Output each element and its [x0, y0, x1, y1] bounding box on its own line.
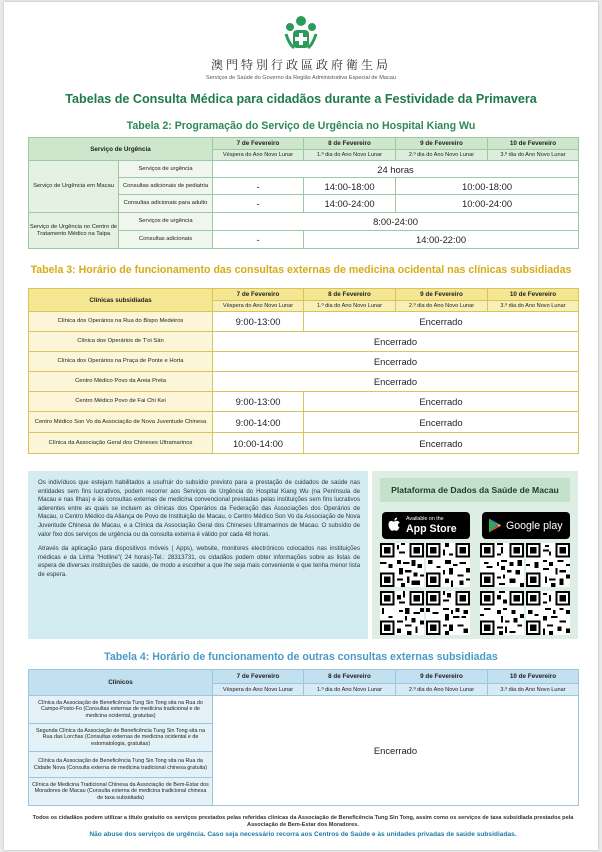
info-paragraph: Através da aplicação para dispositivos móveis ( Apps), website, monitores electrónicos colocados nas instituições médicas e da Linha "Hotline"( 24 horas)-Tel.: 28313731, os cidadãos podem obter informações sobre as listas de espera de diversas instituições de saúde, de modo a escolher a que lhe seja mais conveniente e que tenha menor lista de espera. [38, 545, 360, 578]
app-store-badge[interactable] [382, 512, 470, 539]
row-label: Serviços de urgência [119, 161, 213, 178]
subsidy-info-box [28, 471, 368, 639]
row-label: Consultas adicionais de pediatria [119, 178, 213, 195]
date-header: 7 de Fevereiro [213, 670, 304, 684]
schedule-value: 9:00-13:00 [213, 312, 304, 332]
date-subheader: Véspera do Ano Novo Lunar [213, 684, 304, 696]
date-header: 7 de Fevereiro [213, 138, 304, 150]
schedule-value: Encerrado [213, 696, 579, 806]
table-row [29, 312, 579, 332]
apple-icon [388, 517, 402, 533]
table-row [29, 696, 579, 724]
schedule-value: Encerrado [213, 372, 579, 392]
info-paragraph: Os indivíduos que estejam habilitados a usufruir do subsídio previsto para a prestação de cuidados de saúde nas entidades sem fins lucrativos, podem recorrer aos Serviços de Urgência do Hospital Kiang Wu (na Península de Macau e nas Ilhas) e às consultas externas de medicina convencional prestadas pelas instituições sem fins lucrativos aderentes entre as quais se incluem as clínicas dos Operários da Federação das Associações dos Operários de Macau, o Centro Médico da Aliança de Povo de Instituição de Macau, o Centro Médico Son Vo da Associação de Nova Juventude Chinesa de Macau, e a Clínica da Associação Geral dos Chineses Ultramarinos de Macau. O subsídio de valor fixo dos serviços de urgência ou da consulta externa é válido por cada 48 horas. [38, 479, 360, 538]
date-header: 9 de Fevereiro [396, 289, 488, 301]
schedule-value: 14:00-18:00 [304, 178, 396, 195]
app-store-line1: Available on the [406, 516, 444, 522]
clinic-label: Centro Médico Povo da Areia Preta [29, 372, 213, 392]
row-label: Serviços de urgência [119, 213, 213, 231]
footer-warning: Não abuse dos serviços de urgência. Caso seja necessário recorra aos Centros de Saúde e às unidades privadas de saúde subsidiadas. [89, 831, 517, 838]
clinic-label: Segunda Clínica da Associação de Beneficência Tung Sin Tong sita na Rua das Lorchas (Consultas externas de medicina ocidental e de estomatologia, gratuitas) [29, 724, 213, 752]
date-subheader: 3.º dia do Ano Novo Lunar [488, 684, 579, 696]
schedule-value: Encerrado [304, 312, 579, 332]
date-header: 7 de Fevereiro [213, 289, 304, 301]
schedule-value: 24 horas [213, 161, 579, 178]
clinic-label: Clínica da Associação de Beneficência Tung Sin Tong sita na Rua da Cidade Nova (Consulta externa de medicina tradicional chinesa gratuita) [29, 752, 213, 778]
qr-code-icon[interactable] [526, 543, 570, 587]
qr-code-icon[interactable] [380, 591, 424, 635]
footer-note: Todos os cidadãos podem utilizar a título gratuito os serviços prestados pelas referidas clínicas da Associação de Beneficência Tung Sin Tong, assim como os serviços de taxa subsidiada prestados pela Associação de Bem-Estar dos Moradores. [32, 815, 574, 829]
date-header: 10 de Fevereiro [488, 138, 579, 150]
header-logo-area [4, 14, 598, 81]
row-label: Consultas adicionais para adulto [119, 195, 213, 213]
qr-code-icon[interactable] [526, 591, 570, 635]
date-header: 8 de Fevereiro [304, 670, 396, 684]
clinic-label: Clínica da Associação Geral dos Chineses Ultramarinos [29, 433, 213, 454]
schedule-value: Encerrado [304, 412, 579, 433]
clinic-label: Centro Médico Son Vo da Associação de Nova Juventude Chinesa [29, 412, 213, 433]
schedule-value: 14:00-24:00 [304, 195, 396, 213]
schedule-value: 8:00-24:00 [213, 213, 579, 231]
date-subheader: 3.º dia do Ano Novo Lunar [488, 301, 579, 312]
clinic-label: Clínica dos Operários na Praça de Ponte e Horta [29, 352, 213, 372]
table4-title: Tabela 4: Horário de funcionamento de outras consultas externas subsidiadas [104, 651, 498, 663]
qr-code-icon[interactable] [426, 591, 470, 635]
schedule-value: - [213, 178, 304, 195]
table-row [29, 433, 579, 454]
org-name-portuguese: Serviços de Saúde do Governo da Região Administrativa Especial de Macau [206, 75, 396, 81]
clinic-label: Clínica de Medicina Tradicional Chinesa da Associação de Bem-Estar dos Moradores de Macau (Consulta externa de medicina tradicional chinesa de taxa subsidiada) [29, 778, 213, 806]
schedule-value: Encerrado [304, 392, 579, 412]
date-subheader: 1.º dia do Ano Novo Lunar [304, 684, 396, 696]
clinic-label: Clínica da Associação de Beneficência Tung Sin Tong sita na Rua do Campo-Posto-Fo (Consultas externas de medicina tradicional e de medicina ocidental, gratuitas) [29, 696, 213, 724]
date-header: 9 de Fevereiro [396, 138, 488, 150]
schedule-value: 9:00-14:00 [213, 412, 304, 433]
qr-code-icon[interactable] [480, 591, 524, 635]
category-taipa: Serviço de Urgência no Centro de Tratamento Médico na Taipa [29, 213, 119, 249]
date-subheader: 2.º dia do Ano Novo Lunar [396, 301, 488, 312]
table2-title: Tabela 2: Programação do Serviço de Urgência no Hospital Kiang Wu [126, 120, 476, 132]
health-data-platform-box [372, 471, 578, 639]
schedule-value: Encerrado [304, 433, 579, 454]
date-header: 10 de Fevereiro [488, 289, 579, 301]
schedule-value: Encerrado [213, 332, 579, 352]
table2-emergency-schedule [28, 137, 579, 249]
qr-code-icon[interactable] [380, 543, 424, 587]
date-subheader: 3.º dia do Ano Novo Lunar [488, 150, 579, 161]
table-row [29, 352, 579, 372]
google-play-label: Google play [506, 520, 563, 532]
schedule-value: 14:00-22:00 [304, 231, 579, 249]
date-subheader: 2.º dia do Ano Novo Lunar [396, 684, 488, 696]
clinic-label: Centro Médico Povo de Fai Chi Kei [29, 392, 213, 412]
date-subheader: 1.º dia do Ano Novo Lunar [304, 301, 396, 312]
page-title: Tabelas de Consulta Médica para cidadãos durante a Festividade da Primavera [65, 92, 537, 106]
google-play-icon [488, 518, 502, 533]
date-header: 8 de Fevereiro [304, 138, 396, 150]
clinic-label: Clínica dos Operários de T'oi Sán [29, 332, 213, 352]
table3-header-clinics: Clínicas subsidiadas [29, 289, 213, 312]
table-row [29, 332, 579, 352]
table-row [29, 392, 579, 412]
category-macau: Serviço de Urgência em Macau [29, 161, 119, 213]
clinic-label: Clínica dos Operários na Rua do Bispo Medeiros [29, 312, 213, 332]
health-bureau-logo-icon [281, 14, 321, 54]
date-header: 8 de Fevereiro [304, 289, 396, 301]
schedule-value: Encerrado [213, 352, 579, 372]
platform-title: Plataforma de Dados da Saúde de Macau [380, 478, 570, 502]
date-header: 9 de Fevereiro [396, 670, 488, 684]
row-label: Consultas adicionais [119, 231, 213, 249]
table-row [29, 412, 579, 433]
table4-header-clinics: Clínicos [29, 670, 213, 696]
date-subheader: 2.º dia do Ano Novo Lunar [396, 150, 488, 161]
date-subheader: Véspera do Ano Novo Lunar [213, 301, 304, 312]
schedule-value: - [213, 231, 304, 249]
schedule-value: 10:00-24:00 [396, 195, 579, 213]
org-name-chinese: 澳門特別行政區政府衛生局 [210, 58, 391, 72]
schedule-value: - [213, 195, 304, 213]
table-row [29, 372, 579, 392]
poster-page [4, 2, 598, 850]
table4-other-clinics [28, 669, 579, 806]
date-subheader: Véspera do Ano Novo Lunar [213, 150, 304, 161]
schedule-value: 9:00-13:00 [213, 392, 304, 412]
google-play-badge[interactable] [482, 512, 570, 539]
date-subheader: 1.º dia do Ano Novo Lunar [304, 150, 396, 161]
qr-code-icon[interactable] [426, 543, 470, 587]
table3-clinic-schedule [28, 288, 579, 454]
date-header: 10 de Fevereiro [488, 670, 579, 684]
table2-header-service: Serviço de Urgência [29, 138, 213, 161]
schedule-value: 10:00-14:00 [213, 433, 304, 454]
schedule-value: 10:00-18:00 [396, 178, 579, 195]
table3-title: Tabela 3: Horário de funcionamento das consultas externas de medicina ocidental nas clínicas subsidiadas [30, 264, 572, 276]
qr-code-icon[interactable] [480, 543, 524, 587]
app-store-line2: App Store [406, 523, 457, 535]
